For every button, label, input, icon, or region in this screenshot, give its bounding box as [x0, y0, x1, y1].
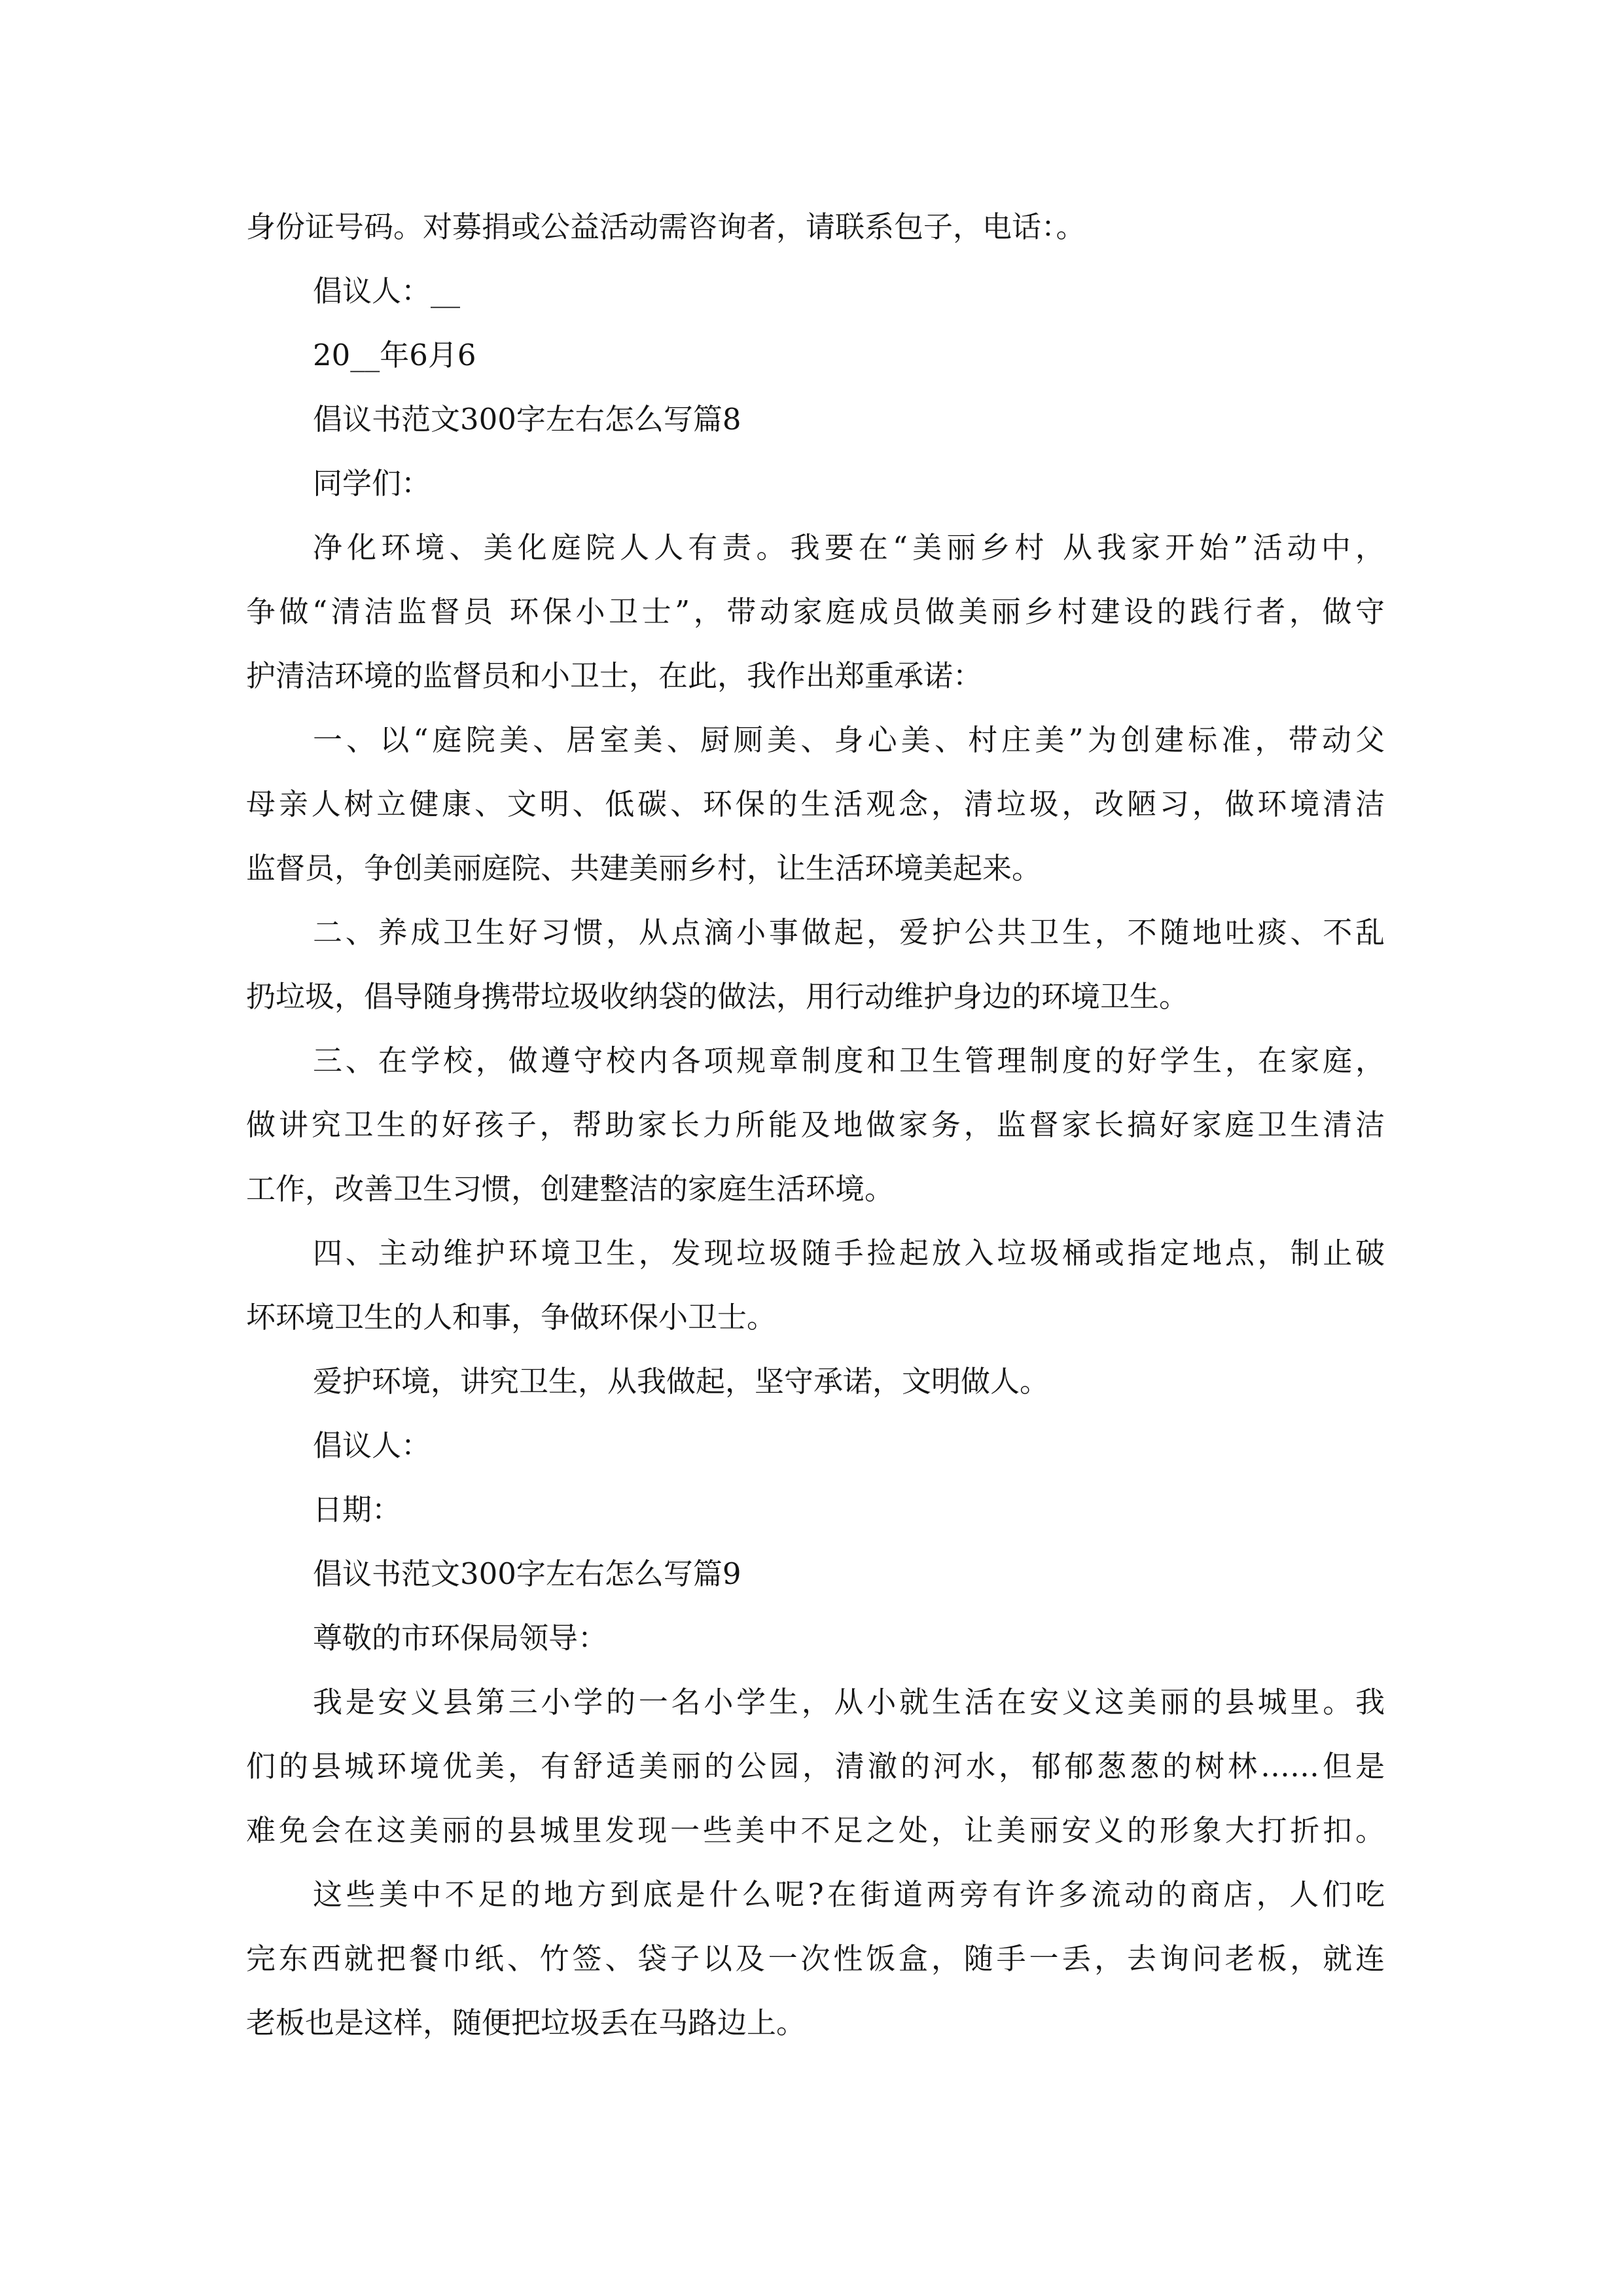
text-line: 老板也是这样，随便把垃圾丢在马路边上。	[246, 2005, 806, 2040]
text-line: 扔垃圾，倡导随身携带垃圾收纳袋的做法，用行动维护身边的环境卫生。	[246, 979, 1189, 1014]
text-line: 四、主动维护环境卫生，发现垃圾随手捡起放入垃圾桶或指定地点，制止破	[313, 1236, 1385, 1270]
text-line: 监督员，争创美丽庭院、共建美丽乡村，让生活环境美起来。	[246, 851, 1042, 886]
text-line: 二、养成卫生好习惯，从点滴小事做起，爱护公共卫生，不随地吐痰、不乱	[313, 915, 1385, 950]
text-line: 同学们：	[313, 466, 431, 501]
text-line: 日期：	[313, 1492, 402, 1527]
text-line: 做讲究卫生的好孩子，帮助家长力所能及地做家务，监督家长搞好家庭卫生清洁	[246, 1107, 1385, 1142]
document-body	[246, 195, 1385, 2055]
text-line: 这些美中不足的地方到底是什么呢?在街道两旁有许多流动的商店，人们吃	[313, 1877, 1385, 1912]
text-line: 净化环境、美化庭院人人有责。我要在“美丽乡村 从我家开始”活动中，	[313, 530, 1385, 565]
text-line: 倡议人：	[313, 1428, 431, 1463]
text-line: 完东西就把餐巾纸、竹签、袋子以及一次性饭盒，随手一丢，去询问老板，就连	[246, 1941, 1385, 1976]
text-line: 身份证号码。对募捐或公益活动需咨询者，请联系包子，电话：。	[246, 209, 1086, 244]
text-line: 们的县城环境优美，有舒适美丽的公园，清澈的河水，郁郁葱葱的树林……但是	[246, 1749, 1385, 1784]
text-line: 尊敬的市环保局领导：	[313, 1621, 608, 1655]
text-line: 坏环境卫生的人和事，争做环保小卫士。	[246, 1300, 777, 1335]
text-line: 一、以“庭院美、居室美、厨厕美、身心美、村庄美”为创建标准，带动父	[313, 723, 1385, 757]
text-line: 倡议书范文300字左右怎么写篇8	[313, 402, 741, 437]
text-line: 母亲人树立健康、文明、低碳、环保的生活观念，清垃圾，改陋习，做环境清洁	[246, 787, 1385, 821]
text-line: 爱护环境，讲究卫生，从我做起，坚守承诺，文明做人。	[313, 1364, 1050, 1399]
text-line: 三、在学校，做遵守校内各项规章制度和卫生管理制度的好学生，在家庭，	[313, 1043, 1385, 1078]
text-line: 倡议人：__	[313, 274, 461, 308]
text-line: 我是安义县第三小学的一名小学生，从小就生活在安义这美丽的县城里。我	[313, 1685, 1385, 1719]
text-line: 倡议书范文300字左右怎么写篇9	[313, 1556, 741, 1591]
text-line: 护清洁环境的监督员和小卫士，在此，我作出郑重承诺：	[246, 658, 983, 693]
text-line: 工作，改善卫生习惯，创建整洁的家庭生活环境。	[246, 1172, 895, 1206]
text-line: 争做“清洁监督员 环保小卫士”，带动家庭成员做美丽乡村建设的践行者，做守	[246, 594, 1385, 629]
text-line: 难免会在这美丽的县城里发现一些美中不足之处，让美丽安义的形象大打折扣。	[246, 1813, 1385, 1848]
text-line: 20__年6月6	[313, 338, 476, 372]
